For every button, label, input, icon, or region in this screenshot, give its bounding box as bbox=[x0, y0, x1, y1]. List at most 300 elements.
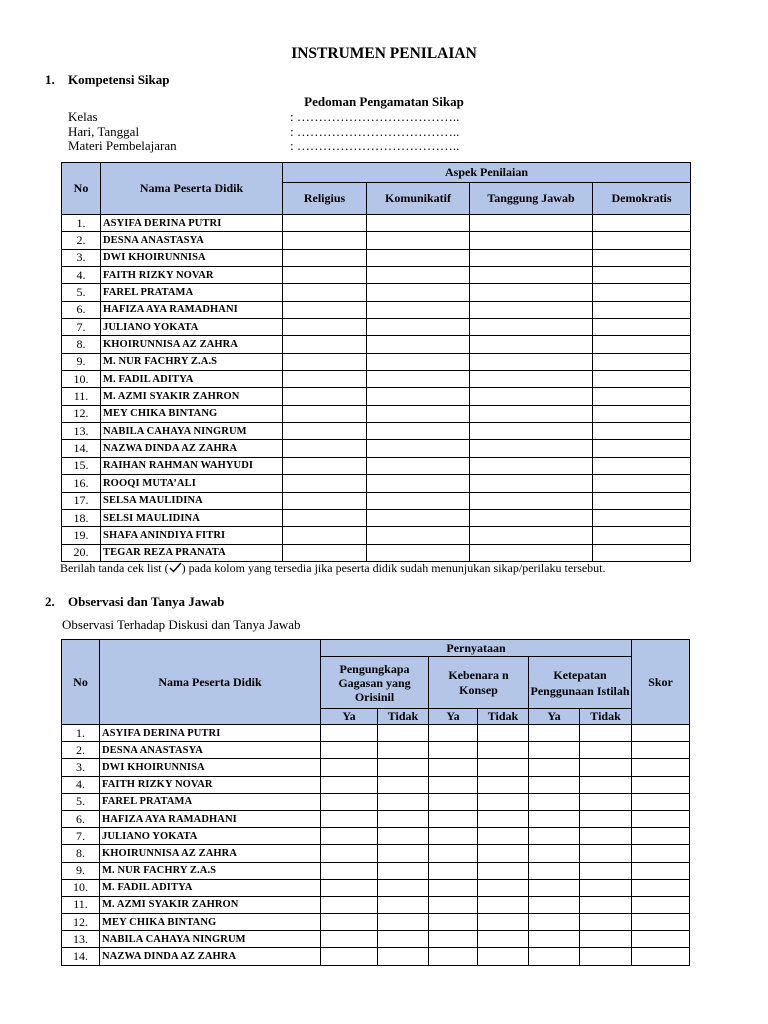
assessment-cell[interactable] bbox=[367, 475, 470, 492]
row-number: 6. bbox=[62, 301, 101, 318]
assessment-cell[interactable] bbox=[593, 249, 691, 266]
observation-cell[interactable] bbox=[378, 742, 429, 759]
observation-cell[interactable] bbox=[321, 914, 378, 931]
assessment-cell[interactable] bbox=[367, 544, 470, 561]
observation-cell[interactable] bbox=[580, 725, 632, 742]
assessment-cell[interactable] bbox=[593, 544, 691, 561]
assessment-cell[interactable] bbox=[470, 232, 593, 249]
assessment-cell[interactable] bbox=[593, 284, 691, 301]
assessment-cell[interactable] bbox=[283, 492, 367, 509]
score-cell[interactable] bbox=[632, 879, 690, 896]
assessment-cell[interactable] bbox=[470, 544, 593, 561]
observation-cell[interactable] bbox=[580, 862, 632, 879]
observation-cell[interactable] bbox=[378, 793, 429, 810]
observation-cell[interactable] bbox=[429, 759, 478, 776]
assessment-cell[interactable] bbox=[283, 405, 367, 422]
section-1-title: Kompetensi Sikap bbox=[68, 72, 170, 87]
info-label: Kelas bbox=[68, 109, 98, 124]
table-row bbox=[62, 336, 691, 353]
student-name: SELSI MAULIDINA bbox=[101, 509, 283, 526]
info-row-hari-tanggal bbox=[68, 125, 459, 140]
attitude-assessment-table bbox=[61, 162, 691, 562]
observation-cell[interactable] bbox=[321, 776, 378, 793]
observation-cell[interactable] bbox=[580, 776, 632, 793]
student-name: FAITH RIZKY NOVAR bbox=[100, 776, 321, 793]
observation-cell[interactable] bbox=[378, 862, 429, 879]
assessment-cell[interactable] bbox=[593, 527, 691, 544]
row-number: 7. bbox=[62, 828, 100, 845]
observation-cell[interactable] bbox=[321, 948, 378, 965]
observation-cell[interactable] bbox=[478, 879, 529, 896]
observation-cell[interactable] bbox=[529, 914, 580, 931]
observation-cell[interactable] bbox=[529, 725, 580, 742]
observation-cell[interactable] bbox=[378, 810, 429, 827]
t1-header-tanggung-jawab: Tanggung Jawab bbox=[470, 183, 593, 215]
observation-cell[interactable] bbox=[321, 742, 378, 759]
row-number: 11. bbox=[62, 388, 101, 405]
info-row-kelas bbox=[68, 110, 459, 125]
assessment-cell[interactable] bbox=[593, 319, 691, 336]
observation-cell[interactable] bbox=[478, 793, 529, 810]
student-name: NAZWA DINDA AZ ZAHRA bbox=[101, 440, 283, 457]
table-row bbox=[62, 405, 691, 422]
score-cell[interactable] bbox=[632, 931, 690, 948]
assessment-cell[interactable] bbox=[593, 475, 691, 492]
observation-cell[interactable] bbox=[478, 759, 529, 776]
observation-cell[interactable] bbox=[529, 845, 580, 862]
student-name: ASYIFA DERINA PUTRI bbox=[101, 215, 283, 232]
observation-cell[interactable] bbox=[378, 931, 429, 948]
table-row bbox=[62, 371, 691, 388]
section-1-subtitle: Pedoman Pengamatan Sikap bbox=[304, 94, 464, 109]
table-row bbox=[62, 948, 690, 965]
student-name: JULIANO YOKATA bbox=[100, 828, 321, 845]
t2-header-tidak: Tidak bbox=[478, 709, 529, 725]
table-row bbox=[62, 249, 691, 266]
section-2-title: Observasi dan Tanya Jawab bbox=[68, 594, 225, 609]
assessment-cell[interactable] bbox=[283, 475, 367, 492]
student-name: M. NUR FACHRY Z.A.S bbox=[101, 353, 283, 370]
assessment-cell[interactable] bbox=[283, 232, 367, 249]
assessment-cell[interactable] bbox=[470, 319, 593, 336]
student-name: SHAFA ANINDIYA FITRI bbox=[101, 527, 283, 544]
row-number: 13. bbox=[62, 423, 101, 440]
observation-cell[interactable] bbox=[429, 845, 478, 862]
student-name: KHOIRUNNISA AZ ZAHRA bbox=[101, 336, 283, 353]
score-cell[interactable] bbox=[632, 828, 690, 845]
score-cell[interactable] bbox=[632, 845, 690, 862]
observation-cell[interactable] bbox=[321, 862, 378, 879]
observation-cell[interactable] bbox=[478, 896, 529, 913]
student-name: HAFIZA AYA RAMADHANI bbox=[101, 301, 283, 318]
row-number: 3. bbox=[62, 249, 101, 266]
assessment-cell[interactable] bbox=[367, 405, 470, 422]
t2-header-skor: Skor bbox=[632, 640, 690, 725]
row-number: 1. bbox=[62, 215, 101, 232]
assessment-cell[interactable] bbox=[367, 457, 470, 474]
row-number: 12. bbox=[62, 405, 101, 422]
assessment-cell[interactable] bbox=[593, 509, 691, 526]
table-row bbox=[62, 440, 691, 457]
student-name: M. AZMI SYAKIR ZAHRON bbox=[101, 388, 283, 405]
assessment-cell[interactable] bbox=[283, 457, 367, 474]
t1-header-name: Nama Peserta Didik bbox=[101, 163, 283, 215]
assessment-cell[interactable] bbox=[283, 509, 367, 526]
observation-cell[interactable] bbox=[529, 828, 580, 845]
observation-cell[interactable] bbox=[378, 896, 429, 913]
observation-cell[interactable] bbox=[580, 828, 632, 845]
assessment-cell[interactable] bbox=[367, 388, 470, 405]
row-number: 3. bbox=[62, 759, 100, 776]
observation-cell[interactable] bbox=[529, 810, 580, 827]
table-row bbox=[62, 475, 691, 492]
score-cell[interactable] bbox=[632, 948, 690, 965]
assessment-cell[interactable] bbox=[283, 440, 367, 457]
table-row bbox=[62, 810, 690, 827]
row-number: 14. bbox=[62, 948, 100, 965]
assessment-cell[interactable] bbox=[593, 457, 691, 474]
score-cell[interactable] bbox=[632, 725, 690, 742]
note-text-start: Berilah tanda cek list ( bbox=[60, 561, 169, 575]
student-name: MEY CHIKA BINTANG bbox=[100, 914, 321, 931]
assessment-cell[interactable] bbox=[367, 249, 470, 266]
observation-cell[interactable] bbox=[321, 879, 378, 896]
observation-cell[interactable] bbox=[378, 948, 429, 965]
assessment-cell[interactable] bbox=[367, 301, 470, 318]
row-number: 1. bbox=[62, 725, 100, 742]
observation-cell[interactable] bbox=[429, 828, 478, 845]
observation-cell[interactable] bbox=[378, 914, 429, 931]
observation-cell[interactable] bbox=[429, 810, 478, 827]
student-name: KHOIRUNNISA AZ ZAHRA bbox=[100, 845, 321, 862]
observation-cell[interactable] bbox=[478, 862, 529, 879]
row-number: 10. bbox=[62, 371, 101, 388]
observation-cell[interactable] bbox=[321, 845, 378, 862]
assessment-cell[interactable] bbox=[367, 336, 470, 353]
info-label: Materi Pembelajaran bbox=[68, 138, 177, 153]
assessment-cell[interactable] bbox=[367, 353, 470, 370]
assessment-cell[interactable] bbox=[367, 527, 470, 544]
assessment-cell[interactable] bbox=[470, 371, 593, 388]
score-cell[interactable] bbox=[632, 742, 690, 759]
check-mark-icon bbox=[169, 562, 182, 573]
checklist-instruction bbox=[60, 561, 606, 576]
score-cell[interactable] bbox=[632, 759, 690, 776]
assessment-cell[interactable] bbox=[470, 301, 593, 318]
info-block bbox=[68, 110, 459, 154]
observation-cell[interactable] bbox=[580, 742, 632, 759]
observation-cell[interactable] bbox=[580, 810, 632, 827]
row-number: 17. bbox=[62, 492, 101, 509]
observation-cell[interactable] bbox=[429, 948, 478, 965]
row-number: 13. bbox=[62, 931, 100, 948]
document-title: INSTRUMEN PENILAIAN bbox=[291, 45, 477, 62]
t1-header-komunikatif: Komunikatif bbox=[367, 183, 470, 215]
observation-cell[interactable] bbox=[478, 725, 529, 742]
observation-cell[interactable] bbox=[429, 742, 478, 759]
observation-cell[interactable] bbox=[478, 914, 529, 931]
student-name: ASYIFA DERINA PUTRI bbox=[100, 725, 321, 742]
observation-cell[interactable] bbox=[478, 742, 529, 759]
assessment-cell[interactable] bbox=[470, 509, 593, 526]
assessment-cell[interactable] bbox=[283, 371, 367, 388]
assessment-cell[interactable] bbox=[470, 388, 593, 405]
student-name: NABILA CAHAYA NINGRUM bbox=[101, 423, 283, 440]
observation-cell[interactable] bbox=[378, 759, 429, 776]
row-number: 10. bbox=[62, 879, 100, 896]
table-row bbox=[62, 353, 691, 370]
observation-cell[interactable] bbox=[429, 725, 478, 742]
student-name: SELSA MAULIDINA bbox=[101, 492, 283, 509]
observation-cell[interactable] bbox=[378, 828, 429, 845]
t1-header-no: No bbox=[62, 163, 101, 215]
observation-cell[interactable] bbox=[429, 793, 478, 810]
info-value: : ……………………………….. bbox=[290, 109, 460, 124]
observation-cell[interactable] bbox=[429, 896, 478, 913]
row-number: 7. bbox=[62, 319, 101, 336]
observation-cell[interactable] bbox=[478, 948, 529, 965]
row-number: 15. bbox=[62, 457, 101, 474]
score-cell[interactable] bbox=[632, 793, 690, 810]
student-name: FAITH RIZKY NOVAR bbox=[101, 267, 283, 284]
assessment-cell[interactable] bbox=[470, 336, 593, 353]
student-name: DWI KHOIRUNNISA bbox=[100, 759, 321, 776]
t2-header-tidak: Tidak bbox=[580, 709, 632, 725]
student-name: FAREL PRATAMA bbox=[100, 793, 321, 810]
assessment-cell[interactable] bbox=[367, 319, 470, 336]
assessment-cell[interactable] bbox=[470, 527, 593, 544]
assessment-cell[interactable] bbox=[470, 267, 593, 284]
table-row bbox=[62, 793, 690, 810]
assessment-cell[interactable] bbox=[593, 267, 691, 284]
observation-cell[interactable] bbox=[321, 793, 378, 810]
table-row bbox=[62, 879, 690, 896]
observation-cell[interactable] bbox=[529, 759, 580, 776]
table-row bbox=[62, 284, 691, 301]
observation-cell[interactable] bbox=[580, 931, 632, 948]
table-row bbox=[62, 828, 690, 845]
t2-header-tidak: Tidak bbox=[378, 709, 429, 725]
section-2-heading bbox=[45, 594, 224, 610]
observation-cell[interactable] bbox=[529, 948, 580, 965]
assessment-cell[interactable] bbox=[470, 475, 593, 492]
table-row bbox=[62, 423, 691, 440]
assessment-cell[interactable] bbox=[283, 249, 367, 266]
observation-cell[interactable] bbox=[478, 776, 529, 793]
row-number: 16. bbox=[62, 475, 101, 492]
row-number: 4. bbox=[62, 267, 101, 284]
observation-cell[interactable] bbox=[580, 948, 632, 965]
t2-header-gagasan: Pengungkapa Gagasan yang Orisinil bbox=[321, 657, 429, 709]
observation-cell[interactable] bbox=[429, 862, 478, 879]
observation-cell[interactable] bbox=[580, 914, 632, 931]
observation-cell[interactable] bbox=[321, 725, 378, 742]
assessment-cell[interactable] bbox=[283, 336, 367, 353]
score-cell[interactable] bbox=[632, 896, 690, 913]
row-number: 12. bbox=[62, 914, 100, 931]
observation-cell[interactable] bbox=[529, 776, 580, 793]
t1-header-demokratis: Demokratis bbox=[593, 183, 691, 215]
assessment-cell[interactable] bbox=[283, 284, 367, 301]
assessment-cell[interactable] bbox=[367, 371, 470, 388]
observation-cell[interactable] bbox=[429, 776, 478, 793]
assessment-cell[interactable] bbox=[367, 492, 470, 509]
row-number: 8. bbox=[62, 336, 101, 353]
observation-cell[interactable] bbox=[529, 793, 580, 810]
assessment-cell[interactable] bbox=[367, 423, 470, 440]
table-row bbox=[62, 759, 690, 776]
score-cell[interactable] bbox=[632, 810, 690, 827]
student-name: DESNA ANASTASYA bbox=[101, 232, 283, 249]
observation-cell[interactable] bbox=[580, 759, 632, 776]
observation-cell[interactable] bbox=[529, 931, 580, 948]
observation-table bbox=[61, 639, 690, 966]
observation-cell[interactable] bbox=[580, 793, 632, 810]
assessment-cell[interactable] bbox=[367, 440, 470, 457]
observation-cell[interactable] bbox=[321, 896, 378, 913]
score-cell[interactable] bbox=[632, 776, 690, 793]
observation-cell[interactable] bbox=[429, 879, 478, 896]
assessment-cell[interactable] bbox=[470, 457, 593, 474]
assessment-cell[interactable] bbox=[593, 301, 691, 318]
section-2-subtitle: Observasi Terhadap Diskusi dan Tanya Jawab bbox=[62, 617, 301, 632]
score-cell[interactable] bbox=[632, 862, 690, 879]
assessment-cell[interactable] bbox=[283, 215, 367, 232]
row-number: 5. bbox=[62, 284, 101, 301]
t2-header-ya: Ya bbox=[321, 709, 378, 725]
student-name: M. FADIL ADITYA bbox=[100, 879, 321, 896]
observation-cell[interactable] bbox=[429, 931, 478, 948]
assessment-cell[interactable] bbox=[470, 492, 593, 509]
assessment-cell[interactable] bbox=[470, 405, 593, 422]
assessment-cell[interactable] bbox=[593, 353, 691, 370]
observation-cell[interactable] bbox=[529, 742, 580, 759]
observation-cell[interactable] bbox=[321, 810, 378, 827]
observation-cell[interactable] bbox=[529, 862, 580, 879]
assessment-cell[interactable] bbox=[593, 492, 691, 509]
observation-cell[interactable] bbox=[378, 776, 429, 793]
assessment-cell[interactable] bbox=[283, 527, 367, 544]
assessment-cell[interactable] bbox=[367, 215, 470, 232]
section-1-number: 1. bbox=[45, 72, 55, 87]
observation-cell[interactable] bbox=[378, 725, 429, 742]
observation-cell[interactable] bbox=[321, 759, 378, 776]
assessment-cell[interactable] bbox=[593, 440, 691, 457]
assessment-cell[interactable] bbox=[470, 353, 593, 370]
assessment-cell[interactable] bbox=[283, 319, 367, 336]
t2-header-ya: Ya bbox=[529, 709, 580, 725]
section-2-number: 2. bbox=[45, 594, 55, 609]
t2-header-pernyataan: Pernyataan bbox=[321, 640, 632, 657]
assessment-cell[interactable] bbox=[470, 215, 593, 232]
table-row bbox=[62, 301, 691, 318]
row-number: 11. bbox=[62, 896, 100, 913]
row-number: 20. bbox=[62, 544, 101, 561]
t2-header-name: Nama Peserta Didik bbox=[100, 640, 321, 725]
assessment-cell[interactable] bbox=[367, 232, 470, 249]
observation-cell[interactable] bbox=[378, 845, 429, 862]
student-name: FAREL PRATAMA bbox=[101, 284, 283, 301]
assessment-cell[interactable] bbox=[593, 371, 691, 388]
assessment-cell[interactable] bbox=[470, 249, 593, 266]
student-name: RAIHAN RAHMAN WAHYUDI bbox=[101, 457, 283, 474]
assessment-cell[interactable] bbox=[283, 267, 367, 284]
table-row bbox=[62, 845, 690, 862]
observation-cell[interactable] bbox=[478, 810, 529, 827]
row-number: 9. bbox=[62, 353, 101, 370]
student-name: NABILA CAHAYA NINGRUM bbox=[100, 931, 321, 948]
row-number: 4. bbox=[62, 776, 100, 793]
assessment-cell[interactable] bbox=[367, 509, 470, 526]
observation-cell[interactable] bbox=[321, 931, 378, 948]
assessment-cell[interactable] bbox=[593, 336, 691, 353]
observation-cell[interactable] bbox=[478, 828, 529, 845]
assessment-cell[interactable] bbox=[283, 423, 367, 440]
table-row bbox=[62, 232, 691, 249]
student-name: M. NUR FACHRY Z.A.S bbox=[100, 862, 321, 879]
assessment-cell[interactable] bbox=[593, 232, 691, 249]
assessment-cell[interactable] bbox=[593, 215, 691, 232]
assessment-cell[interactable] bbox=[283, 544, 367, 561]
score-cell[interactable] bbox=[632, 914, 690, 931]
assessment-cell[interactable] bbox=[283, 388, 367, 405]
row-number: 18. bbox=[62, 509, 101, 526]
table-row bbox=[62, 457, 691, 474]
observation-cell[interactable] bbox=[529, 879, 580, 896]
assessment-cell[interactable] bbox=[593, 388, 691, 405]
row-number: 9. bbox=[62, 862, 100, 879]
assessment-cell[interactable] bbox=[367, 267, 470, 284]
student-name: M. AZMI SYAKIR ZAHRON bbox=[100, 896, 321, 913]
observation-cell[interactable] bbox=[321, 828, 378, 845]
student-name: TEGAR REZA PRANATA bbox=[101, 544, 283, 561]
row-number: 2. bbox=[62, 232, 101, 249]
assessment-cell[interactable] bbox=[367, 284, 470, 301]
observation-cell[interactable] bbox=[429, 914, 478, 931]
observation-cell[interactable] bbox=[580, 879, 632, 896]
table-row bbox=[62, 319, 691, 336]
table-row bbox=[62, 725, 690, 742]
observation-cell[interactable] bbox=[580, 896, 632, 913]
student-name: ROOQI MUTA’ALI bbox=[101, 475, 283, 492]
assessment-cell[interactable] bbox=[470, 423, 593, 440]
observation-cell[interactable] bbox=[529, 896, 580, 913]
t2-header-konsep: Kebenara n Konsep bbox=[429, 657, 529, 709]
assessment-cell[interactable] bbox=[593, 423, 691, 440]
assessment-cell[interactable] bbox=[593, 405, 691, 422]
table-row bbox=[62, 776, 690, 793]
info-row-materi bbox=[68, 139, 459, 154]
row-number: 14. bbox=[62, 440, 101, 457]
observation-cell[interactable] bbox=[378, 879, 429, 896]
table-row bbox=[62, 527, 691, 544]
student-name: M. FADIL ADITYA bbox=[101, 371, 283, 388]
table-row bbox=[62, 914, 690, 931]
row-number: 8. bbox=[62, 845, 100, 862]
student-name: MEY CHIKA BINTANG bbox=[101, 405, 283, 422]
observation-cell[interactable] bbox=[580, 845, 632, 862]
row-number: 19. bbox=[62, 527, 101, 544]
assessment-cell[interactable] bbox=[470, 440, 593, 457]
observation-cell[interactable] bbox=[478, 845, 529, 862]
observation-cell[interactable] bbox=[478, 931, 529, 948]
assessment-cell[interactable] bbox=[470, 284, 593, 301]
student-name: JULIANO YOKATA bbox=[101, 319, 283, 336]
assessment-cell[interactable] bbox=[283, 301, 367, 318]
assessment-cell[interactable] bbox=[283, 353, 367, 370]
table-row bbox=[62, 544, 691, 561]
table-row bbox=[62, 896, 690, 913]
